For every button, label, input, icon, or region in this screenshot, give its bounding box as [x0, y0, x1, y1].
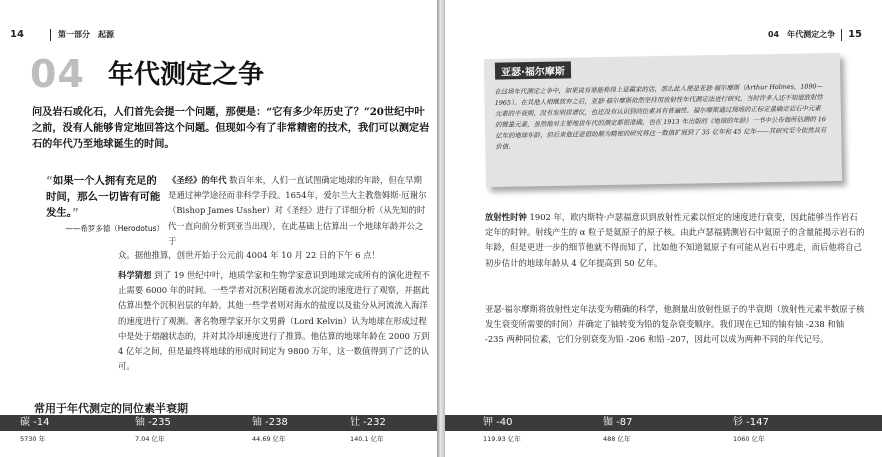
isotope-name: 钍 -232 [350, 417, 386, 428]
right-running-header [562, 22, 862, 48]
book-gutter [437, 0, 445, 457]
right-page [445, 0, 882, 457]
sidebar-box-text: 在这场年代测定之争中，如果说有谁能称得上是赢家的话，那么此人便是亚瑟·福尔摩斯（Arthur Holmes，1890—1965）。在其他人相继放弃之后，亚瑟·福尔摩斯依然坚持用放射性年代测定法进行研究。当时许多人还不知道放射性元素的半衰期，没有发明质谱仪，也还没有认识到同位素具有普遍性。福尔摩斯通过现场的正标定量确定岩石中元素的微量元素，虽然他对主要地质年代的测定都很准确，也在 1913 年出版的《地球的年龄》一书中公布他所估测的 16 亿年的地球年龄，但后来他还是借助颇为精密的研究将这一数值扩展到了 35 亿年和 45 亿年——其研究至今依然具有价值。 [494, 82, 827, 151]
isotope-name: 铀 -235 [135, 417, 171, 428]
left-page-number: 14 [10, 29, 24, 40]
section-text: 数百年来，人们一直试图确定地球的年龄，但在早期是通过神学途径而非科学手段。1654年，爱尔兰大主教詹姆斯·厄谢尔（Bishop James Ussher）对《圣经》进行了详细分析（从先知的时代一直向前分析到亚当出现），在此基础上估算出一个地球年龄并公之于 [168, 175, 427, 246]
chapter-number: 04 [30, 52, 85, 96]
isotope-name: 铀 -238 [252, 417, 288, 428]
section-keyword: 放射性时钟 [485, 212, 527, 222]
quote-open-mark: “ [46, 175, 53, 187]
isotope-half-life: 1060 亿年 [733, 435, 765, 443]
isotope-table-title: 常用于年代测定的同位素半衰期 [34, 402, 188, 415]
quote-attribution: ——希罗多德（Herodotus） [65, 224, 164, 233]
section-holmes-dating: 亚瑟·福尔摩斯将放射性定年法变为精确的科学，他测量出放射性原子的半衰期（放射性元素半数原子核发生衰变所需要的时间）并确定了铀转变为铅的复杂衰变顺序。我们现在已知的铀有铀 -238 和铀 -235 两种同位素，它们分别衰变为铅 -206 和铅 -207，因此可以成为两种不同的年代记号。 [485, 304, 865, 345]
section-text: 1902 年，欧内斯特·卢瑟福意识到放射性元素以恒定的速度进行衰变，因此能够当作岩石定年的时钟。射线产生的 α 粒子是氦原子的原子核。由此卢瑟福猜测岩石中氦原子的含量能揭示岩石的年龄，但是更进一步的细节他就不得而知了，比如他不知道氦原子有可能从岩石中逃走，而后他将自己初步估计的地球年龄从 4 亿年提高到 50 亿年。 [485, 212, 865, 268]
left-running-header [10, 22, 430, 48]
right-running-title: 04 年代测定之争 [767, 30, 836, 39]
left-page [0, 0, 437, 457]
isotope-name: 钐 -147 [733, 417, 769, 428]
header-divider [50, 29, 51, 41]
isotope-half-life: 488 亿年 [603, 435, 631, 443]
isotope-name: 碳 -14 [20, 417, 50, 428]
section-radioactive-clock [485, 210, 865, 271]
section-keyword: 《圣经》的年代 [168, 175, 227, 185]
isotope-name: 钾 -40 [483, 417, 513, 428]
section-scientific-guess [118, 268, 430, 374]
isotope-half-life: 44.69 亿年 [252, 435, 286, 443]
section-bible-age-continuation: 众。据他推算，创世开始于公元前 4004 年 10 月 22 日的下午 6 点！ [118, 250, 380, 260]
right-page-number: 15 [848, 29, 862, 40]
section-bible-age [168, 173, 430, 249]
section-keyword: 科学猜想 [118, 270, 152, 280]
sidebar-box-title: 亚瑟·福尔摩斯 [495, 61, 571, 79]
isotope-name: 铷 -87 [603, 417, 633, 428]
sidebar-box-arthur-holmes [485, 56, 849, 192]
isotope-half-life: 140.1 亿年 [350, 435, 384, 443]
isotope-half-life: 119.93 亿年 [483, 435, 521, 443]
section-text: 到了 19 世纪中叶，地质学家和生物学家意识到地球完成所有的演化进程不止需要 6000 年的时间。一些学者对沉积岩随着流水沉淀的速度进行了观察，并据此估算出整个沉积岩层的年龄。其他一些学者则对海水的盐度以及盐分从河流流入海洋的速度进行了观测。著名物理学家开尔文男爵（Lord Kelvin）认为地球在形成过程中是处于熔融状态的，并对其冷却速度进行了推算。他估算的地球年龄在 2000 万到 4 亿年之间，但是最终将地球的形成时间定为 9800 万年，这一数值得到了广泛的认可。 [118, 270, 430, 372]
chapter-title: 年代测定之争 [108, 60, 265, 90]
quote-close-mark: ” [71, 207, 79, 219]
header-divider [841, 29, 842, 41]
chapter-intro: 问及岩石或化石，人们首先会提一个问题，那便是：“它有多少年历史了？”20世纪中叶之前，没有人能够肯定地回答这个问题。但现如今有了非常精密的技术，我们可以测定岩石的年代乃至地球诞生的时间。 [32, 106, 430, 150]
left-running-title: 第一部分 起源 [58, 30, 114, 39]
quote-text: 如果一个人拥有充足的时间，那么一切皆有可能发生。 [46, 175, 161, 219]
pull-quote [46, 173, 164, 235]
isotope-half-life: 5730 年 [20, 435, 46, 443]
isotope-half-life: 7.04 亿年 [135, 435, 165, 443]
